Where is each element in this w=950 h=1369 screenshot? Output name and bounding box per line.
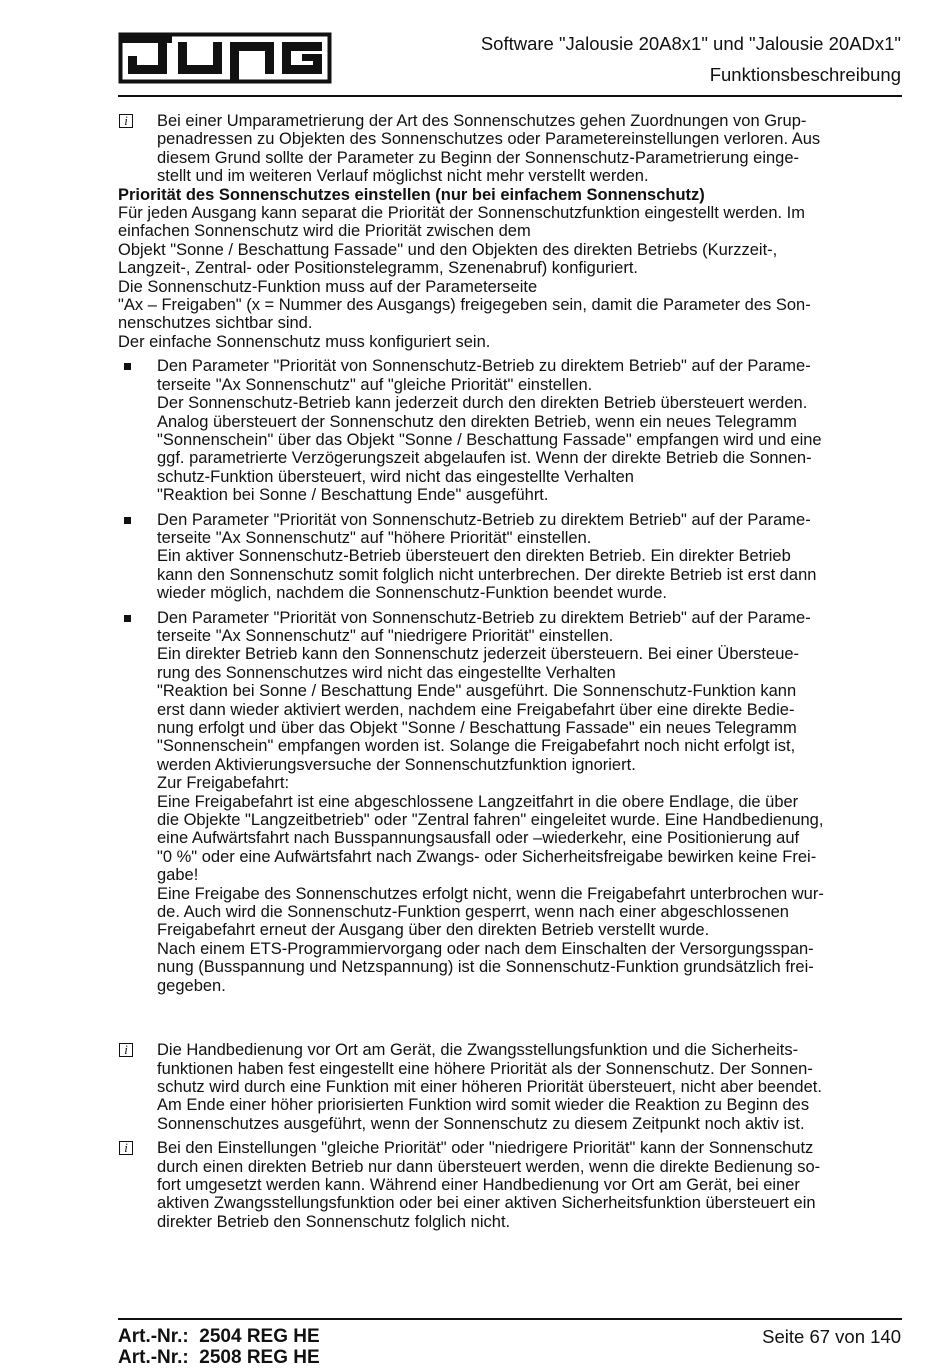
article-number: Art.-Nr.: 2508 REG HE [118, 1347, 320, 1368]
paragraph: Die Sonnenschutz-Funktion muss auf der Parameterseite "Ax – Freigaben" (x = Nummer des Ausgangs) freigegeben sein, damit die Parameter des Son- nenschutzes sichtbar sind. [118, 277, 811, 333]
paragraph: Für jeden Ausgang kann separat die Priorität der Sonnenschutzfunktion eingestellt werden. Im einfachen Sonnenschutz wird die Priorität zwischen dem Objekt "Sonne / Beschattung Fassade" und den Objekten des direkten Betriebs (Kurzzeit-, Langzeit-, Zentral- oder Positionstelegramm, Szenenabruf) konfiguriert. [118, 204, 805, 278]
document-title: Software "Jalousie 20A8x1" und "Jalousie 20ADx1" [480, 33, 901, 54]
list-item-detail: Ein direkter Betrieb kann den Sonnenschutz jederzeit übersteuern. Bei einer Übersteue- rung des Sonnenschutzes wird nicht das eingestellte Verhalten "Reaktion bei Sonne / Beschattung Ende" ausgeführt. Die Sonnenschutz-Funktion kann erst dann wieder aktiviert werden, nachdem eine Freigabefahrt über eine direkte Bedie- nung erfolgt und über das Objekt "Sonne / Beschattung Fassade" ein neues Telegramm "Sonnenschein" empfangen worden ist. Solange die Freigabefahrt noch nicht erfolgt ist, werden Aktivierungsversuche der Sonnenschutzfunktion ignoriert. Zur Freigabefahrt: Eine Freigabefahrt ist eine abgeschlossene Langzeitfahrt in die obere Endlage, die über die Objekte "Langzeitbetrieb" oder "Zentral fahren" eingeleitet wurde. Eine Handbedienung, eine Aufwärtsfahrt nach Busspannungsausfall oder –wiederkehr, eine Positionierung auf "0 %" oder eine Aufwärtsfahrt nach Zwangs- oder Sicherheitsfreigabe bewirken keine Frei- gabe! Eine Freigabe des Sonnenschutzes erfolgt nicht, wenn die Freigabefahrt unterbrochen wur- de. Auch wird die Sonnenschutz-Funktion gesperrt, wenn nach einer abgeschlossenen Freigabefahrt erneut der Ausgang über den direkten Betrieb verstellt wurde. Nach einem ETS-Programmiervorgang oder nach dem Einschalten der Versorgungsspan- nung (Busspannung und Netzspannung) ist die Sonnenschutz-Funktion grundsätzlich frei- gegeben. [157, 645, 824, 995]
list-item-text: Den Parameter "Priorität von Sonnenschutz-Betrieb zu direktem Betrieb" auf der Parame- terseite "Ax Sonnenschutz" auf "niedrigere Priorität" einstellen. [157, 608, 811, 645]
list-item-text: Den Parameter "Priorität von Sonnenschutz-Betrieb zu direktem Betrieb" auf der Parame- terseite "Ax Sonnenschutz" auf "gleiche Priorität" einstellen. [157, 357, 811, 394]
page-number: Seite 67 von 140 [762, 1326, 901, 1347]
footer-divider [118, 1318, 902, 1320]
list-item-detail: Der Sonnenschutz-Betrieb kann jederzeit durch den direkten Betrieb übersteuert werden. Analog übersteuert der Sonnenschutz den direkten Betrieb, wenn ein neues Telegramm "Sonnenschein" über das Objekt "Sonne / Beschattung Fassade" empfangen wird und eine ggf. parametrierte Verzögerungszeit abgelaufen ist. Wenn der direkte Betrieb die Sonnen- schutz-Funktion übersteuert, wird nicht das eingestellte Verhalten "Reaktion bei Sonne / Beschattung Ende" ausgeführt. [157, 394, 822, 505]
note-block [118, 1139, 902, 1231]
page-content [118, 112, 902, 1231]
square-bullet-icon [124, 517, 131, 524]
square-bullet-icon [124, 615, 131, 622]
jung-logo [118, 32, 332, 84]
note-text: Bei einer Umparametrierung der Art des Sonnenschutzes gehen Zuordnungen von Grup- penadressen zu Objekten des Sonnenschutzes oder Parametereinstellungen verloren. Aus diesem Grund sollte der Parameter zu Beginn der Sonnenschutz-Parametrierung einge- stellt und im weiteren Verlauf möglichst nicht mehr verstellt werden. [157, 112, 821, 186]
list-item [118, 357, 902, 504]
list-item-text: Den Parameter "Priorität von Sonnenschutz-Betrieb zu direktem Betrieb" auf der Parame- terseite "Ax Sonnenschutz" auf "höhere Priorität" einstellen. [157, 510, 811, 547]
document-subtitle: Funktionsbeschreibung [709, 64, 901, 85]
list-item [118, 609, 902, 996]
info-note-icon: i [119, 1043, 133, 1057]
note-block [118, 112, 902, 186]
paragraph: Der einfache Sonnenschutz muss konfiguriert sein. [118, 332, 491, 351]
info-note-icon: i [119, 1141, 133, 1155]
section-heading: Priorität des Sonnenschutzes einstellen (nur bei einfachem Sonnenschutz) [118, 185, 705, 204]
note-text: Bei den Einstellungen "gleiche Priorität" oder "niedrigere Priorität" kann der Sonnenschutz durch einen direkten Betrieb nur dann übersteuert werden, wenn die direkte Bedienung so- fort umgesetzt werden kann. Während einer Handbedienung vor Ort am Gerät, bei einer aktiven Zwangsstellungsfunktion oder bei einer aktiven Sicherheitsfunktion übersteuert ein direkter Betrieb den Sonnenschutz folglich nicht. [157, 1139, 821, 1231]
info-note-icon: i [119, 114, 133, 128]
article-number: Art.-Nr.: 2504 REG HE [118, 1326, 320, 1347]
list-item [118, 511, 902, 603]
list-item-detail: Ein aktiver Sonnenschutz-Betrieb übersteuert den direkten Betrieb. Ein direkter Betrieb kann den Sonnenschutz somit folglich nicht unterbrechen. Der direkte Betrieb ist erst dann wieder möglich, nachdem die Sonnenschutz-Funktion beendet wurde. [157, 547, 817, 603]
note-block [118, 1041, 902, 1133]
header-divider [118, 95, 902, 97]
note-text: Die Handbedienung vor Ort am Gerät, die Zwangsstellungsfunktion und die Sicherheits- funktionen haben fest eingestellt eine höhere Priorität als der Sonnenschutz. Der Sonnen- schutz wird durch eine Funktion mit einer höheren Priorität übersteuert, nicht aber beendet. Am Ende einer höher priorisierten Funktion wird somit wieder die Reaktion zu Beginn des Sonnenschutzes ausgeführt, wenn der Sonnenschutz zu diesem Zeitpunkt noch aktiv ist. [157, 1041, 822, 1133]
square-bullet-icon [124, 363, 131, 370]
